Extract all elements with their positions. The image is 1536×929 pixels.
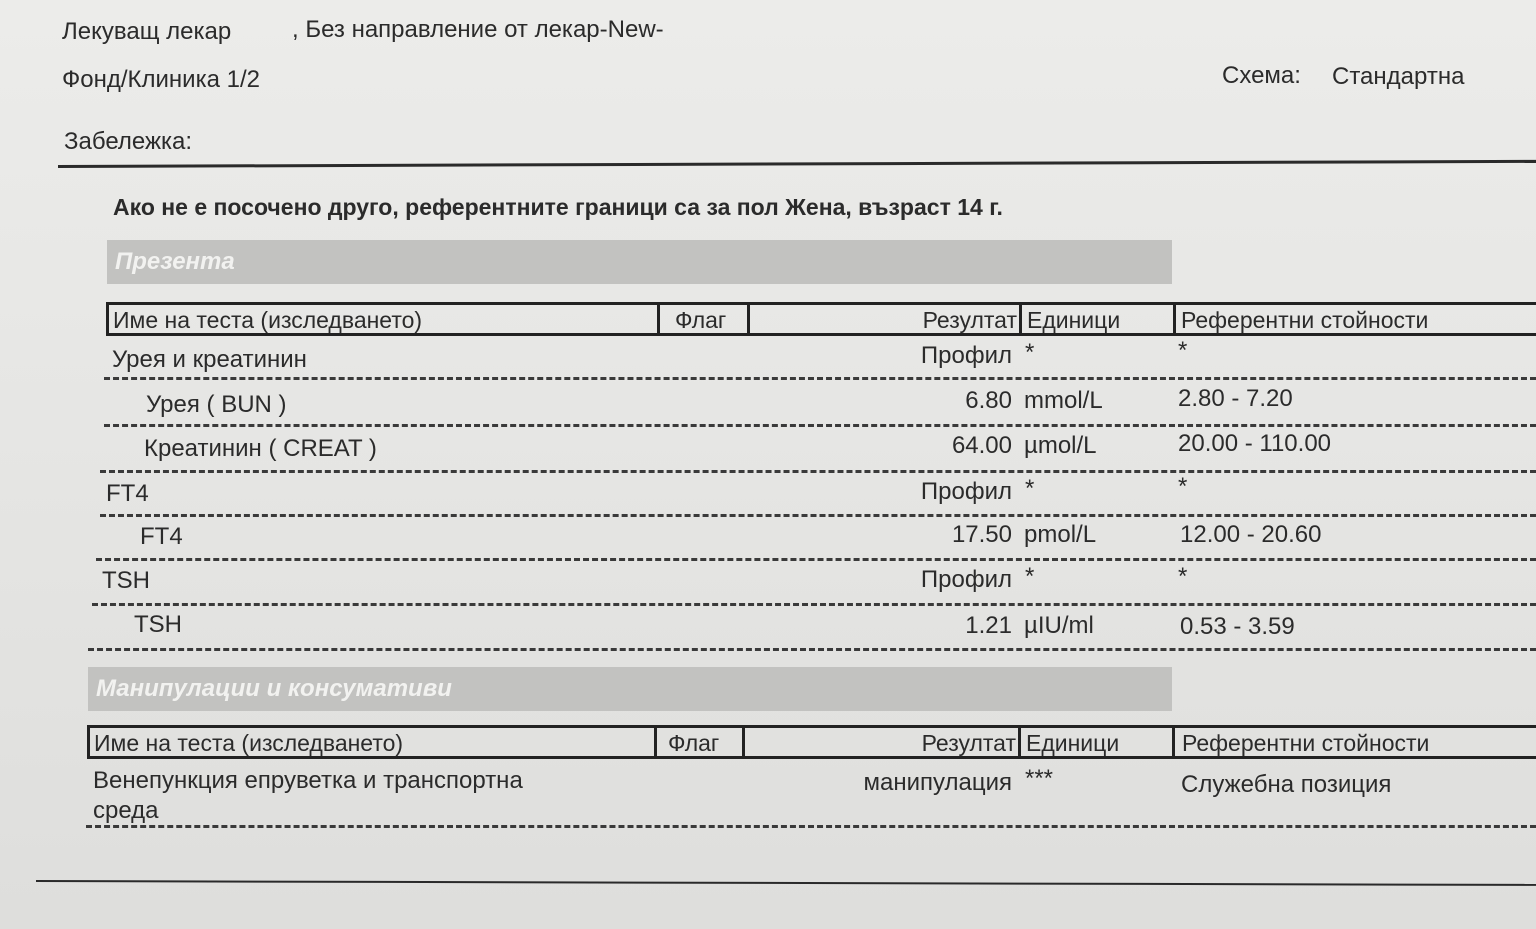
test-result: 6.80: [965, 387, 1012, 414]
col-header-reference: Референтни стойности: [1182, 730, 1430, 756]
test-units: µIU/ml: [1024, 612, 1094, 639]
test-units: *: [1025, 339, 1035, 366]
col-header-result: Резултат: [922, 307, 1017, 333]
reference-note: Ако не е посочено друго, референтните граници са за пол Жена, възраст 14 г.: [113, 194, 1003, 220]
table-header: [106, 302, 1536, 336]
row-separator: [88, 648, 1536, 651]
test-name: FT4: [140, 523, 183, 550]
scheme-value: Стандартна: [1332, 63, 1465, 90]
col-header-name: Име на теста (изследването): [113, 307, 423, 333]
test-result: 1.21: [965, 612, 1012, 639]
section-title-manipulations: Манипулации и консумативи: [88, 667, 1172, 711]
doctor-value: , Без направление от лекар-New-: [292, 16, 664, 43]
section-title-presenta: Презента: [107, 240, 1172, 284]
row-separator: [104, 377, 1536, 380]
test-name: FT4: [106, 480, 149, 507]
col-divider: [1172, 725, 1175, 759]
row-separator: [104, 424, 1536, 427]
test-reference: 12.00 - 20.60: [1180, 521, 1322, 548]
test-result: 64.00: [951, 432, 1012, 459]
col-divider: [1173, 302, 1176, 336]
test-result: 17.50: [951, 521, 1012, 548]
test-name: TSH: [102, 567, 150, 594]
test-result: манипулация: [863, 769, 1012, 796]
row-separator: [86, 825, 1536, 828]
test-name: Урея ( BUN ): [146, 391, 287, 418]
test-name: Венепункция епруветка и транспортна: [93, 767, 523, 794]
test-units: pmol/L: [1024, 521, 1097, 548]
fund-label: Фонд/Клиника 1/2: [62, 66, 260, 93]
remark-label: Забележка:: [64, 128, 193, 155]
test-units: *: [1025, 475, 1035, 502]
col-divider: [657, 302, 660, 336]
col-divider: [1018, 725, 1021, 759]
row-separator: [100, 514, 1536, 517]
test-reference: *: [1178, 563, 1188, 590]
test-name: Креатинин ( CREAT ): [144, 435, 377, 462]
test-reference: 20.00 - 110.00: [1178, 430, 1332, 457]
test-units: ***: [1025, 765, 1054, 792]
col-header-flag: Флаг: [675, 307, 727, 333]
col-header-units: Единици: [1026, 730, 1120, 756]
test-result: Профил: [920, 566, 1012, 593]
test-units: µmol/L: [1024, 432, 1097, 459]
test-reference: 0.53 - 3.59: [1180, 613, 1295, 640]
header-divider: [58, 160, 1536, 168]
test-result: Профил: [920, 478, 1012, 505]
test-reference: Служебна позиция: [1181, 771, 1392, 798]
doctor-label: Лекуващ лекар: [62, 18, 232, 45]
row-separator: [92, 603, 1536, 606]
test-reference: 2.80 - 7.20: [1178, 385, 1293, 412]
row-separator: [100, 470, 1536, 473]
col-header-flag: Флаг: [668, 730, 720, 756]
col-header-units: Единици: [1027, 307, 1121, 333]
col-header-name: Име на теста (изследването): [94, 730, 404, 756]
col-divider: [1019, 302, 1022, 336]
row-separator: [96, 558, 1536, 561]
test-reference: *: [1178, 337, 1188, 364]
col-header-result: Резултат: [921, 730, 1016, 756]
footer-divider: [36, 880, 1536, 886]
table-header: [87, 725, 1536, 759]
test-units: *: [1025, 563, 1035, 590]
test-name: Урея и креатинин: [112, 346, 307, 373]
test-name-continued: среда: [93, 797, 159, 824]
scheme-label: Схема:: [1222, 62, 1301, 89]
col-divider: [654, 725, 657, 759]
test-name: TSH: [134, 611, 182, 638]
test-reference: *: [1178, 473, 1188, 500]
col-header-reference: Референтни стойности: [1181, 307, 1429, 333]
test-units: mmol/L: [1024, 387, 1103, 414]
test-result: Профил: [920, 342, 1012, 369]
